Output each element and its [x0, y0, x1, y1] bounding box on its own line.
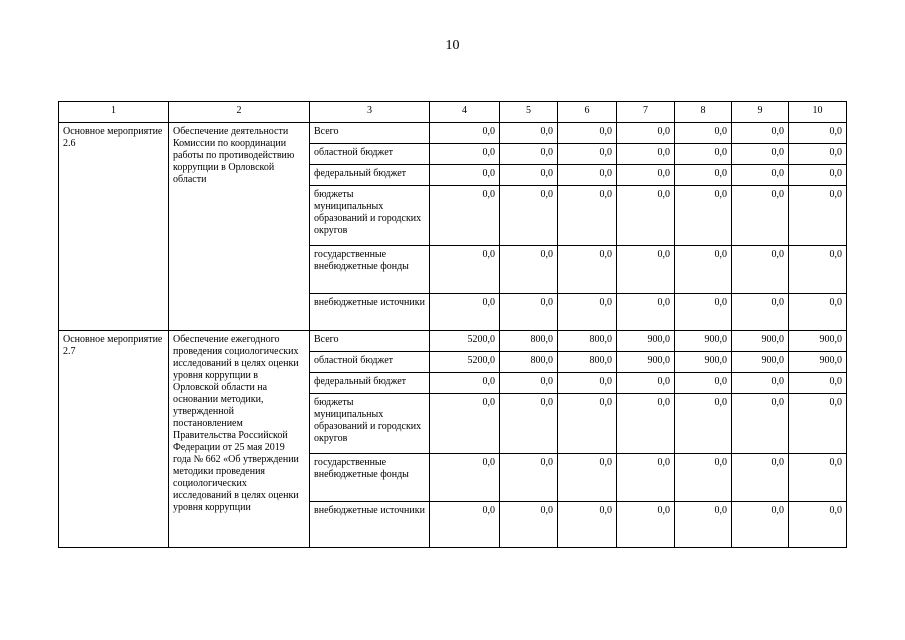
header-cell: 10: [789, 102, 847, 123]
amount-cell: 0,0: [617, 294, 675, 331]
amount-cell: 0,0: [617, 144, 675, 165]
amount-cell: 0,0: [789, 144, 847, 165]
amount-cell: 0,0: [500, 144, 558, 165]
header-cell: 5: [500, 102, 558, 123]
funding-source-cell: государственные внебюджетные фонды: [310, 246, 430, 294]
header-cell: 4: [430, 102, 500, 123]
amount-cell: 0,0: [789, 123, 847, 144]
amount-cell: 5200,0: [430, 331, 500, 352]
amount-cell: 0,0: [430, 454, 500, 502]
page-number: 10: [445, 38, 460, 53]
amount-cell: 0,0: [558, 246, 617, 294]
amount-cell: 0,0: [675, 186, 732, 246]
header-cell: 1: [59, 102, 169, 123]
funding-source-cell: Всего: [310, 331, 430, 352]
amount-cell: 0,0: [789, 246, 847, 294]
amount-cell: 0,0: [789, 454, 847, 502]
funding-source-cell: внебюджетные источники: [310, 502, 430, 548]
amount-cell: 0,0: [675, 502, 732, 548]
amount-cell: 0,0: [430, 186, 500, 246]
amount-cell: 0,0: [558, 144, 617, 165]
amount-cell: 0,0: [500, 186, 558, 246]
amount-cell: 900,0: [789, 352, 847, 373]
amount-cell: 900,0: [789, 331, 847, 352]
header-row: [59, 102, 847, 123]
amount-cell: 0,0: [558, 186, 617, 246]
header-cell: 7: [617, 102, 675, 123]
amount-cell: 5200,0: [430, 352, 500, 373]
amount-cell: 0,0: [732, 165, 789, 186]
amount-cell: 0,0: [675, 144, 732, 165]
amount-cell: 0,0: [732, 123, 789, 144]
amount-cell: 0,0: [789, 373, 847, 394]
amount-cell: 0,0: [675, 246, 732, 294]
amount-cell: 0,0: [789, 186, 847, 246]
header-cell: 8: [675, 102, 732, 123]
amount-cell: 0,0: [675, 123, 732, 144]
amount-cell: 0,0: [732, 502, 789, 548]
amount-cell: 0,0: [617, 165, 675, 186]
amount-cell: 0,0: [500, 502, 558, 548]
amount-cell: 900,0: [617, 331, 675, 352]
funding-source-cell: Всего: [310, 123, 430, 144]
amount-cell: 0,0: [732, 186, 789, 246]
amount-cell: 0,0: [430, 165, 500, 186]
funding-source-cell: государственные внебюджетные фонды: [310, 454, 430, 502]
amount-cell: 0,0: [789, 165, 847, 186]
amount-cell: 800,0: [500, 331, 558, 352]
table-row: [59, 123, 847, 144]
table-row: [59, 331, 847, 352]
amount-cell: 0,0: [558, 294, 617, 331]
funding-source-cell: федеральный бюджет: [310, 165, 430, 186]
header-cell: 3: [310, 102, 430, 123]
amount-cell: 0,0: [617, 394, 675, 454]
amount-cell: 0,0: [430, 294, 500, 331]
amount-cell: 0,0: [500, 454, 558, 502]
funding-source-cell: областной бюджет: [310, 144, 430, 165]
amount-cell: 0,0: [617, 373, 675, 394]
amount-cell: 0,0: [430, 246, 500, 294]
amount-cell: 0,0: [675, 165, 732, 186]
amount-cell: 0,0: [732, 373, 789, 394]
amount-cell: 900,0: [732, 352, 789, 373]
amount-cell: 0,0: [430, 144, 500, 165]
measure-title-cell: Обеспечение деятельности Комиссии по координации работы по противодействию коррупции в Орловской области: [169, 123, 310, 331]
amount-cell: 0,0: [789, 502, 847, 548]
amount-cell: 900,0: [675, 331, 732, 352]
amount-cell: 0,0: [500, 294, 558, 331]
amount-cell: 0,0: [617, 123, 675, 144]
amount-cell: 0,0: [500, 373, 558, 394]
amount-cell: 0,0: [430, 123, 500, 144]
amount-cell: 0,0: [500, 165, 558, 186]
measure-title-cell: Обеспечение ежегодного проведения социологических исследований в целях оценки уровня коррупции в Орловской области на основании методики, утвержденной постановлением Правительства Российской Федерации от 25 мая 2019 года № 662 «Об утверждении методики проведения социологических исследований в целях оценки уровня коррупции: [169, 331, 310, 548]
amount-cell: 0,0: [558, 123, 617, 144]
header-cell: 9: [732, 102, 789, 123]
amount-cell: 0,0: [430, 502, 500, 548]
amount-cell: 800,0: [558, 352, 617, 373]
funding-source-cell: бюджеты муниципальных образований и городских округов: [310, 394, 430, 454]
amount-cell: 0,0: [732, 246, 789, 294]
amount-cell: 0,0: [675, 294, 732, 331]
amount-cell: 0,0: [430, 373, 500, 394]
amount-cell: 900,0: [617, 352, 675, 373]
amount-cell: 0,0: [617, 454, 675, 502]
funding-source-cell: внебюджетные источники: [310, 294, 430, 331]
amount-cell: 0,0: [558, 394, 617, 454]
funding-source-cell: областной бюджет: [310, 352, 430, 373]
amount-cell: 0,0: [675, 394, 732, 454]
amount-cell: 0,0: [558, 165, 617, 186]
amount-cell: 0,0: [500, 123, 558, 144]
header-cell: 2: [169, 102, 310, 123]
header-cell: 6: [558, 102, 617, 123]
amount-cell: 800,0: [558, 331, 617, 352]
amount-cell: 0,0: [617, 246, 675, 294]
amount-cell: 0,0: [617, 502, 675, 548]
amount-cell: 0,0: [675, 373, 732, 394]
amount-cell: 0,0: [558, 502, 617, 548]
amount-cell: 0,0: [430, 394, 500, 454]
amount-cell: 0,0: [558, 454, 617, 502]
budget-table: [58, 101, 847, 548]
measure-code-cell: Основное мероприятие 2.7: [59, 331, 169, 548]
table-body: [59, 123, 847, 548]
amount-cell: 0,0: [500, 394, 558, 454]
amount-cell: 0,0: [500, 246, 558, 294]
amount-cell: 900,0: [732, 331, 789, 352]
amount-cell: 800,0: [500, 352, 558, 373]
amount-cell: 0,0: [617, 186, 675, 246]
amount-cell: 0,0: [789, 394, 847, 454]
amount-cell: 0,0: [732, 394, 789, 454]
funding-source-cell: федеральный бюджет: [310, 373, 430, 394]
measure-code-cell: Основное мероприятие 2.6: [59, 123, 169, 331]
amount-cell: 0,0: [789, 294, 847, 331]
amount-cell: 0,0: [675, 454, 732, 502]
amount-cell: 0,0: [558, 373, 617, 394]
amount-cell: 0,0: [732, 454, 789, 502]
amount-cell: 0,0: [732, 294, 789, 331]
funding-source-cell: бюджеты муниципальных образований и городских округов: [310, 186, 430, 246]
amount-cell: 0,0: [732, 144, 789, 165]
amount-cell: 900,0: [675, 352, 732, 373]
